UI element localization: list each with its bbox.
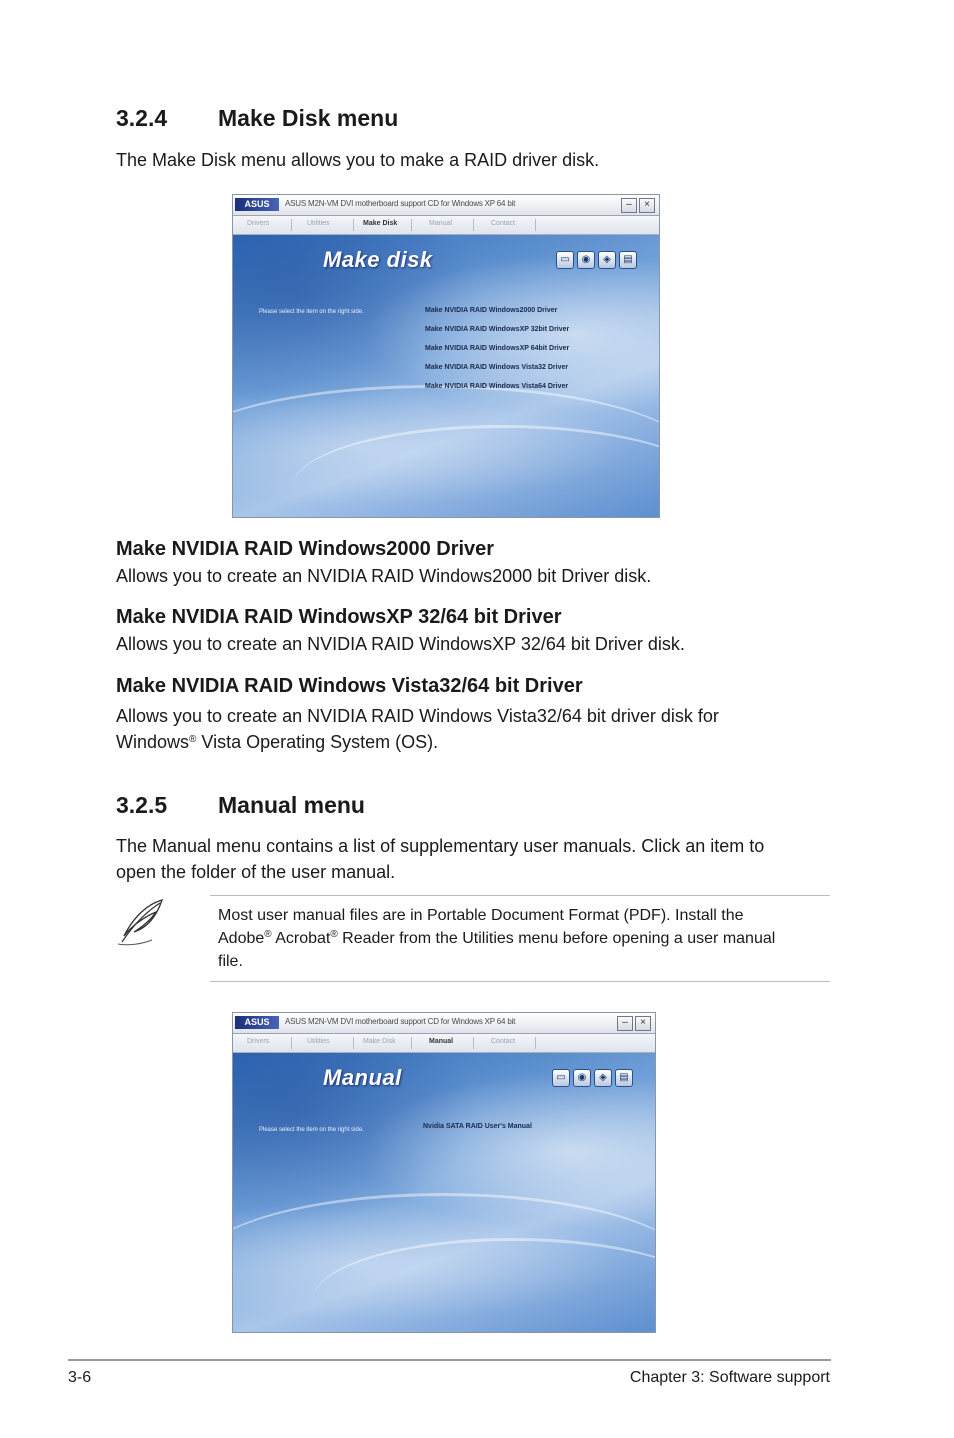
tab-divider	[411, 219, 412, 231]
window-tabs	[233, 216, 659, 235]
text-adobe: Adobe	[218, 930, 265, 947]
close-icon[interactable]: ×	[639, 198, 655, 213]
tab-divider	[411, 1037, 412, 1049]
tab-utilities[interactable]: Utilities	[307, 1038, 330, 1045]
tab-divider	[473, 219, 474, 231]
tab-divider	[535, 219, 536, 231]
menu-item-vista-64[interactable]: Make NVIDIA RAID Windows Vista64 Driver	[425, 383, 569, 390]
item-heading-win2000: Make NVIDIA RAID Windows2000 Driver	[116, 538, 495, 560]
asus-logo: ASUS	[235, 1016, 279, 1029]
section-325-title: Manual menu	[218, 792, 365, 818]
tab-drivers[interactable]: Drivers	[247, 1038, 270, 1045]
window-title: ASUS M2N-VM DVI motherboard support CD for Windows XP 64 bit	[285, 199, 516, 208]
registered-mark: ®	[330, 929, 338, 940]
window-titlebar	[233, 195, 659, 216]
note-bottom-rule	[210, 981, 830, 982]
note-line2	[218, 927, 775, 950]
text-acrobat: Acrobat	[271, 930, 331, 947]
section-324-title: Make Disk menu	[218, 105, 399, 131]
toolbar-icons	[549, 1067, 633, 1087]
tab-manual[interactable]: Manual	[429, 220, 452, 227]
tab-divider	[353, 219, 354, 231]
web-icon[interactable]: ◈	[598, 251, 616, 269]
window-content	[233, 1053, 655, 1332]
section-325-number: 3.2.5	[116, 792, 168, 818]
window-title: ASUS M2N-VM DVI motherboard support CD for Windows XP 64 bit	[285, 1017, 516, 1026]
window-tabs	[233, 1034, 655, 1053]
text-reader: Reader from the Utilities menu before opening a user manual	[337, 930, 776, 947]
note-line3: file.	[218, 953, 243, 970]
text-vista-os: Vista Operating System (OS).	[196, 732, 439, 752]
menu-item-winxp-32[interactable]: Make NVIDIA RAID WindowsXP 32bit Driver	[425, 326, 570, 333]
registered-mark: ®	[189, 734, 197, 745]
disc-icon[interactable]: ◉	[577, 251, 595, 269]
footer-rule	[68, 1359, 831, 1361]
section-325-intro-line1: The Manual menu contains a list of supplementary user manuals. Click an item to	[116, 836, 765, 856]
item-desc-vista-line2	[116, 729, 438, 755]
section-324-intro: The Make Disk menu allows you to make a RAID driver disk.	[116, 150, 600, 170]
text-windows: Windows	[116, 732, 190, 752]
section-324-number: 3.2.4	[116, 105, 168, 131]
monitor-icon[interactable]: ▭	[552, 1069, 570, 1087]
chapter-title: Chapter 3: Software support	[629, 1369, 830, 1386]
registered-mark: ®	[264, 929, 272, 940]
screenshot-make-disk	[232, 194, 660, 518]
tab-divider	[473, 1037, 474, 1049]
item-desc-win2000: Allows you to create an NVIDIA RAID Windows2000 bit Driver disk.	[116, 566, 652, 586]
tab-divider	[291, 219, 292, 231]
menu-item-vista-32[interactable]: Make NVIDIA RAID Windows Vista32 Driver	[425, 364, 569, 371]
feather-pen-icon	[112, 896, 168, 948]
window-content	[233, 235, 659, 517]
page-number: 3-6	[68, 1369, 92, 1386]
monitor-icon[interactable]: ▭	[556, 251, 574, 269]
tab-make-disk[interactable]: Make Disk	[363, 1038, 396, 1045]
tab-utilities[interactable]: Utilities	[307, 220, 330, 227]
tab-drivers[interactable]: Drivers	[247, 220, 270, 227]
tab-manual[interactable]: Manual	[429, 1038, 454, 1045]
tab-divider	[535, 1037, 536, 1049]
tab-contact[interactable]: Contact	[491, 1038, 516, 1045]
menu-item-win2000[interactable]: Make NVIDIA RAID Windows2000 Driver	[425, 307, 558, 314]
tab-divider	[291, 1037, 292, 1049]
menu-item-sata-raid-manual[interactable]: Nvidia SATA RAID User's Manual	[423, 1123, 532, 1130]
tab-contact[interactable]: Contact	[491, 220, 516, 227]
file-icon[interactable]: ▤	[619, 251, 637, 269]
tab-divider	[353, 1037, 354, 1049]
note-top-rule	[210, 895, 830, 896]
tab-make-disk[interactable]: Make Disk	[363, 220, 398, 227]
window-heading: Manual	[323, 1065, 402, 1090]
minimize-icon[interactable]: –	[621, 198, 637, 213]
section-325-intro-line2: open the folder of the user manual.	[116, 862, 396, 882]
screenshot-manual	[232, 1012, 656, 1333]
instruction-text: Please select the item on the right side.	[259, 1127, 364, 1133]
close-icon[interactable]: ×	[635, 1016, 651, 1031]
item-desc-winxp: Allows you to create an NVIDIA RAID WindowsXP 32/64 bit Driver disk.	[116, 634, 685, 654]
toolbar-icons	[553, 249, 637, 269]
item-heading-vista: Make NVIDIA RAID Windows Vista32/64 bit Driver	[116, 675, 583, 697]
minimize-icon[interactable]: –	[617, 1016, 633, 1031]
item-desc-vista-line1: Allows you to create an NVIDIA RAID Windows Vista32/64 bit driver disk for	[116, 706, 719, 726]
asus-logo: ASUS	[235, 198, 279, 211]
disc-icon[interactable]: ◉	[573, 1069, 591, 1087]
file-icon[interactable]: ▤	[615, 1069, 633, 1087]
window-titlebar	[233, 1013, 655, 1034]
window-heading: Make disk	[323, 247, 433, 272]
web-icon[interactable]: ◈	[594, 1069, 612, 1087]
menu-item-winxp-64[interactable]: Make NVIDIA RAID WindowsXP 64bit Driver	[425, 345, 570, 352]
item-heading-winxp: Make NVIDIA RAID WindowsXP 32/64 bit Driver	[116, 606, 562, 628]
instruction-text: Please select the item on the right side.	[259, 309, 364, 315]
note-line1: Most user manual files are in Portable Document Format (PDF). Install the	[218, 907, 744, 924]
